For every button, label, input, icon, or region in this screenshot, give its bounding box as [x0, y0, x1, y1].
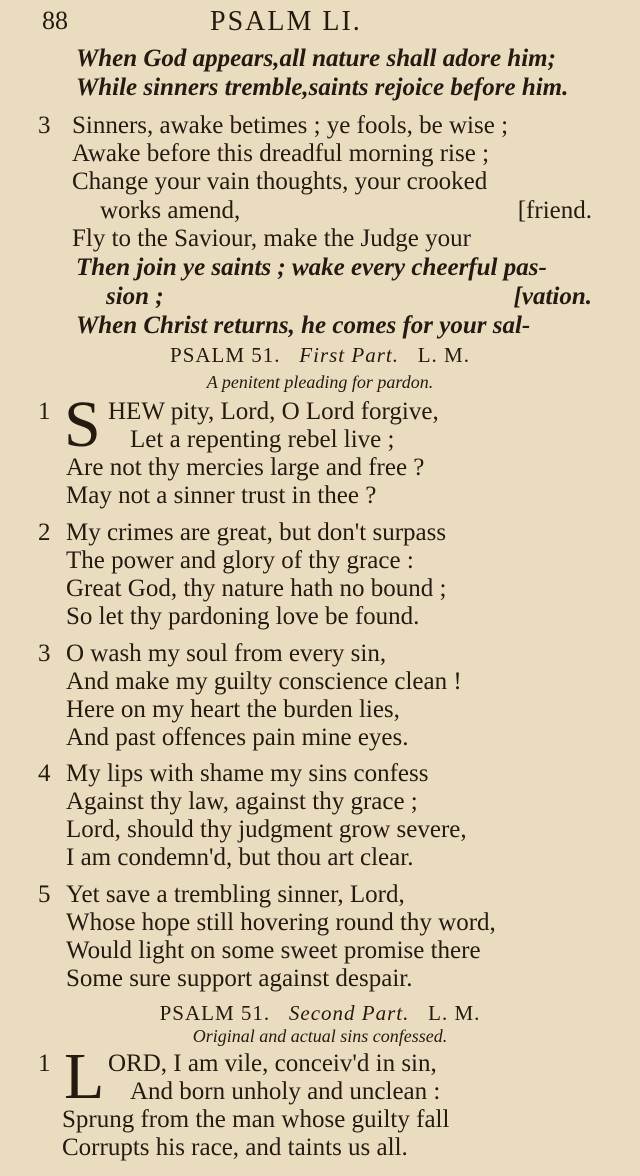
text-line: When God appears,all nature shall adore him; — [76, 45, 556, 72]
text-line: Would light on some sweet promise there — [66, 937, 481, 964]
text-line: So let thy pardoning love be found. — [66, 603, 420, 630]
text-line: When Christ returns, he comes for your sal- — [76, 312, 531, 339]
text-line: Some sure support against despair. — [66, 965, 413, 992]
text-line: Awake before this dreadful morning rise ; — [72, 140, 490, 167]
text-line: Lord, should thy judgment grow severe, — [66, 816, 467, 843]
verse-number: 1 — [38, 398, 51, 425]
text-line: Let a repenting rebel live ; — [130, 426, 395, 453]
text-line: Are not thy mercies large and free ? — [66, 454, 425, 481]
heading-psalm: PSALM 51. — [170, 343, 281, 367]
turnover-word: [friend. — [517, 197, 592, 224]
verse-number: 3 — [38, 640, 51, 667]
heading-meter: L. M. — [417, 343, 470, 367]
text-line: May not a sinner trust in thee ? — [66, 482, 377, 509]
text-line: ORD, I am vile, conceiv'd in sin, — [108, 1050, 437, 1077]
text-line: Then join ye saints ; wake every cheerful pas- — [76, 254, 547, 281]
text-line: Great God, thy nature hath no bound ; — [66, 575, 447, 602]
text-line: Sprung from the man whose guilty fall — [62, 1106, 450, 1133]
text-line: My crimes are great, but don't surpass — [66, 519, 447, 546]
section-subtitle: Original and actual sins confessed. — [192, 1026, 448, 1046]
text-line: Corrupts his race, and taints us all. — [62, 1134, 408, 1161]
text-line: And born unholy and unclean : — [130, 1078, 441, 1105]
text-line: sion ; — [106, 283, 164, 310]
text-line: Yet save a trembling sinner, Lord, — [66, 881, 405, 908]
text-line: works amend, — [100, 197, 241, 224]
text-line: My lips with shame my sins confess — [66, 760, 429, 787]
text-line: Here on my heart the burden lies, — [66, 696, 400, 723]
text-line: While sinners tremble,saints rejoice before him. — [76, 74, 569, 101]
verse-number: 3 — [38, 112, 51, 139]
text-line: Change your vain thoughts, your crooked — [72, 168, 488, 195]
text-line: And make my guilty conscience clean ! — [66, 668, 462, 695]
heading-meter: L. M. — [428, 1001, 481, 1025]
turnover-word: [vation. — [513, 283, 592, 310]
heading-part: First Part. — [299, 343, 399, 367]
running-header — [0, 4, 640, 42]
heading-part: Second Part. — [288, 1001, 410, 1025]
drop-cap: L — [64, 1040, 105, 1113]
text-line: HEW pity, Lord, O Lord forgive, — [108, 398, 439, 425]
text-line: Fly to the Saviour, make the Judge your — [72, 225, 471, 252]
text-line: And past offences pain mine eyes. — [66, 724, 409, 751]
section-heading — [0, 1000, 640, 1026]
text-line: The power and glory of thy grace : — [66, 547, 414, 574]
text-line: Against thy law, against thy grace ; — [66, 788, 418, 815]
section-subtitle: A penitent pleading for pardon. — [206, 372, 434, 392]
section-heading — [0, 342, 640, 368]
page-title: PSALM LI. — [210, 6, 362, 37]
text-line: Sinners, awake betimes ; ye fools, be wise ; — [72, 112, 509, 139]
drop-cap: S — [64, 388, 101, 461]
verse-number: 2 — [38, 519, 51, 546]
text-line: I am condemn'd, but thou art clear. — [66, 844, 414, 871]
verse-number: 4 — [38, 760, 51, 787]
text-line: O wash my soul from every sin, — [66, 640, 387, 667]
verse-number: 5 — [38, 881, 51, 908]
heading-psalm: PSALM 51. — [159, 1001, 271, 1025]
text-line: Whose hope still hovering round thy word, — [66, 909, 496, 936]
verse-number: 1 — [38, 1050, 51, 1077]
page-number: 88 — [42, 6, 68, 35]
